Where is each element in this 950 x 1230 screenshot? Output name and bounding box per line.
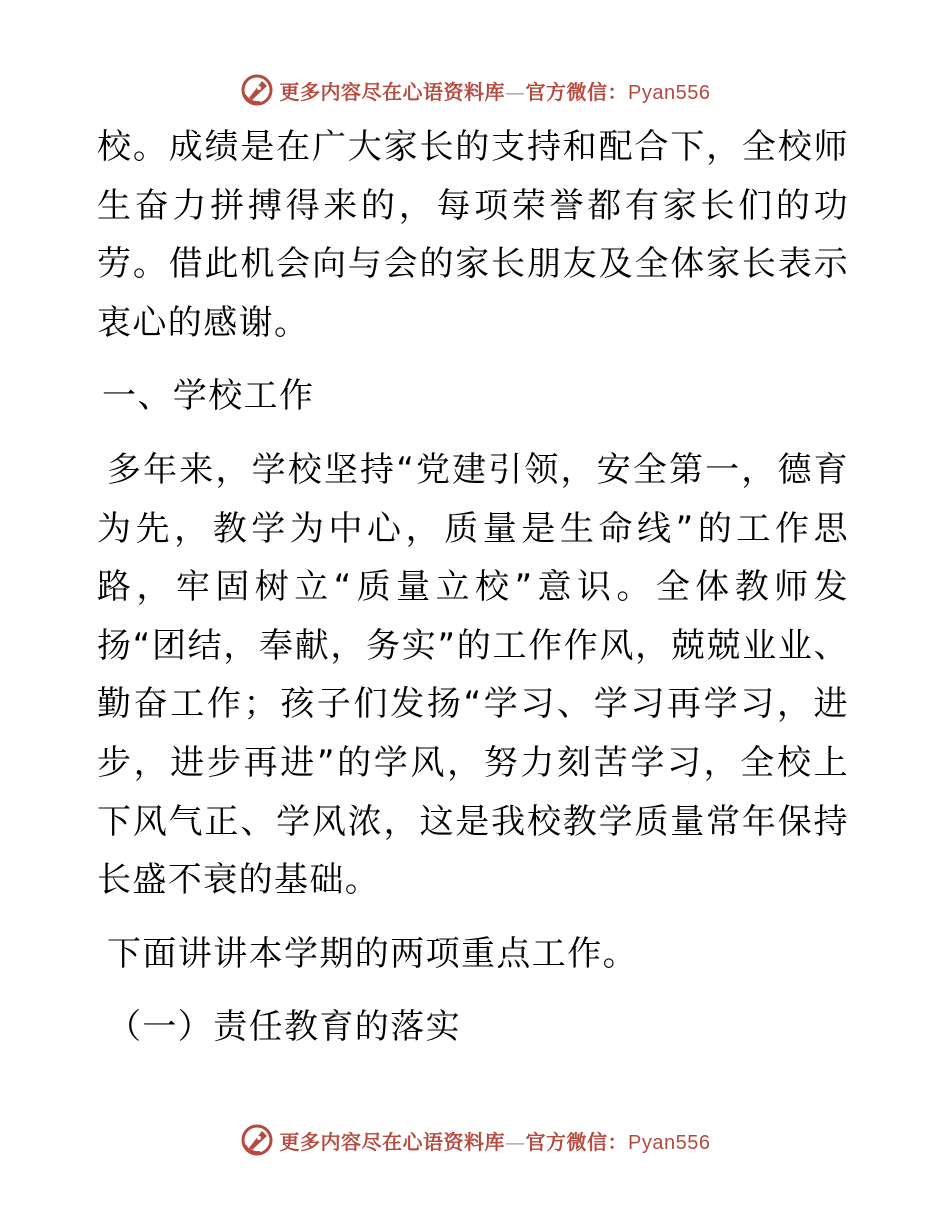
header-banner-text	[280, 76, 711, 105]
paragraph-3: 下面讲讲本学期的两项重点工作。	[107, 933, 638, 974]
header-dash: —	[505, 79, 526, 104]
footer-official: 官方微信：	[525, 1129, 629, 1154]
footer-banner	[0, 1120, 950, 1160]
footer-wechat-id: Pyan556	[628, 1131, 711, 1154]
header-brand: 更多内容尽在心语资料库	[279, 79, 506, 104]
paragraph-1: 校。成绩是在广大家长的支持和配合下，全校师生奋力拼搏得来的，每项荣誉都有家长们的功劳。借此机会向与会的家长朋友及全体家长表示衷心的感谢。	[97, 127, 849, 343]
footer-brand: 更多内容尽在心语资料库	[279, 1129, 506, 1154]
footer-banner-text	[280, 1126, 711, 1155]
heading-school-work: 一、学校工作	[102, 376, 315, 417]
paragraph-2-text: 多年来，学校坚持“党建引领，安全第一，德育为先，教学为中心，质量是生命线”的工作思路，牢固树立“质量立校”意识。全体教师发扬“团结，奉献，务实”的工作作风，兢兢业业、勤奋工作；孩子们发扬“学习、学习再学习，进步，进步再进”的学风，努力刻苦学习，全校上下风气正、学风浓，这是我校教学质量常年保持长盛不衰的基础。	[97, 449, 849, 901]
header-official: 官方微信：	[525, 79, 629, 104]
header-banner	[0, 70, 950, 110]
pen-nib-logo-icon	[240, 1123, 274, 1157]
paragraph-2	[97, 441, 849, 910]
footer-dash: —	[505, 1129, 526, 1154]
pen-nib-logo-icon	[240, 73, 274, 107]
heading-responsibility-education: （一）责任教育的落实	[107, 1007, 461, 1048]
document-body	[97, 118, 849, 1057]
header-wechat-id: Pyan556	[628, 81, 711, 104]
